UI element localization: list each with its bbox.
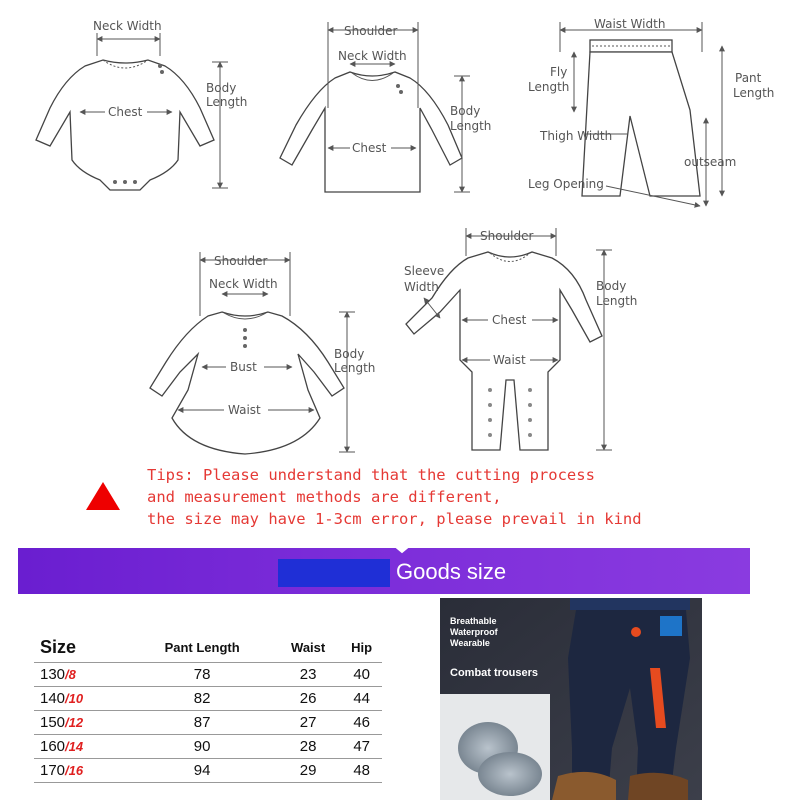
label-chest: Chest	[352, 141, 387, 155]
cell-hip: 47	[341, 735, 382, 759]
label-leg-opening: Leg Opening	[528, 177, 604, 191]
cell-hip: 40	[341, 663, 382, 687]
banner-color-block	[278, 559, 390, 587]
cell-waist: 28	[275, 735, 341, 759]
romper-diagram	[404, 228, 637, 450]
size-value: 140	[40, 690, 66, 707]
label-waist: Waist	[493, 353, 526, 367]
cell-waist: 23	[275, 663, 341, 687]
table-row	[34, 663, 382, 687]
age-value: /8	[65, 667, 76, 682]
cell-pant-length: 94	[129, 759, 275, 783]
label-shoulder: Shoulder	[214, 254, 268, 268]
age-value: /12	[65, 715, 84, 730]
cell-pant-length: 87	[129, 711, 275, 735]
label-body-length-1: Body	[450, 104, 481, 118]
label-body-length-1: Body	[334, 347, 365, 361]
size-table	[34, 632, 382, 783]
cell-size	[34, 759, 129, 783]
label-thigh-width: Thigh Width	[540, 129, 613, 143]
label-fly-length-1: Fly	[550, 65, 568, 79]
cell-hip: 44	[341, 687, 382, 711]
age-value: /14	[65, 739, 84, 754]
table-row	[34, 711, 382, 735]
label-fly-length-2: Length	[528, 80, 570, 94]
label-shoulder: Shoulder	[344, 24, 398, 38]
label-sleeve-width-2: Width	[404, 280, 439, 294]
table-row	[34, 759, 382, 783]
cell-size	[34, 711, 129, 735]
cell-size	[34, 663, 129, 687]
label-chest: Chest	[108, 105, 143, 119]
label-body-length-2: Length	[334, 361, 376, 375]
pants-diagram	[528, 17, 774, 206]
shirt-diagram	[280, 22, 491, 192]
label-bust: Bust	[230, 360, 257, 374]
label-chest: Chest	[492, 313, 527, 327]
label-neck-width: Neck Width	[93, 19, 162, 33]
table-row	[34, 735, 382, 759]
cell-pant-length: 90	[129, 735, 275, 759]
banner-notch-icon	[390, 542, 414, 554]
banner-title: Goods size	[396, 559, 507, 584]
label-pant-length-2: Length	[733, 86, 775, 100]
feature-breathable: Breathable	[450, 616, 497, 626]
cell-hip: 48	[341, 759, 382, 783]
label-pant-length-1: Pant	[735, 71, 762, 85]
cell-hip: 46	[341, 711, 382, 735]
label-body-length-2: Length	[596, 294, 638, 308]
size-value: 160	[40, 738, 66, 755]
header-pant-length: Pant Length	[164, 639, 240, 655]
label-body-length-1: Body	[206, 81, 237, 95]
warning-triangle-icon	[86, 482, 120, 510]
cell-pant-length: 78	[129, 663, 275, 687]
label-body-length-1: Body	[596, 279, 627, 293]
bodysuit-diagram	[36, 19, 247, 190]
cell-size	[34, 687, 129, 711]
cell-size	[34, 735, 129, 759]
size-value: 150	[40, 714, 66, 731]
size-value: 170	[40, 762, 66, 779]
feature-wearable: Wearable	[450, 638, 490, 648]
cell-pant-length: 82	[129, 687, 275, 711]
tips-line-1: Tips: Please understand that the cutting process	[147, 466, 595, 484]
size-value: 130	[40, 666, 66, 683]
table-header-row	[34, 632, 382, 663]
dress-diagram	[150, 252, 375, 454]
header-waist: Waist	[291, 639, 326, 655]
cell-waist: 27	[275, 711, 341, 735]
label-shoulder: Shoulder	[480, 229, 534, 243]
table-row	[34, 687, 382, 711]
label-sleeve-width-1: Sleeve	[404, 264, 445, 278]
header-hip: Hip	[351, 639, 373, 655]
cell-waist: 26	[275, 687, 341, 711]
feature-waterproof: Waterproof	[450, 627, 498, 637]
tips-line-2: and measurement methods are different,	[147, 488, 502, 506]
age-value: /16	[65, 763, 84, 778]
tips-text	[147, 464, 642, 530]
label-waist: Waist	[228, 403, 261, 417]
combat-trousers-caption: Combat trousers	[450, 667, 539, 679]
header-size: Size	[40, 636, 77, 657]
label-neck-width: Neck Width	[338, 49, 407, 63]
product-photo	[440, 598, 702, 800]
label-waist-width: Waist Width	[594, 17, 666, 31]
label-outseam: outseam	[684, 155, 737, 169]
cell-waist: 29	[275, 759, 341, 783]
label-body-length-2: Length	[206, 95, 248, 109]
tips-line-3: the size may have 1-3cm error, please prevail in kind	[147, 510, 642, 528]
age-value: /10	[65, 691, 84, 706]
label-neck-width: Neck Width	[209, 277, 278, 291]
label-body-length-2: Length	[450, 119, 492, 133]
